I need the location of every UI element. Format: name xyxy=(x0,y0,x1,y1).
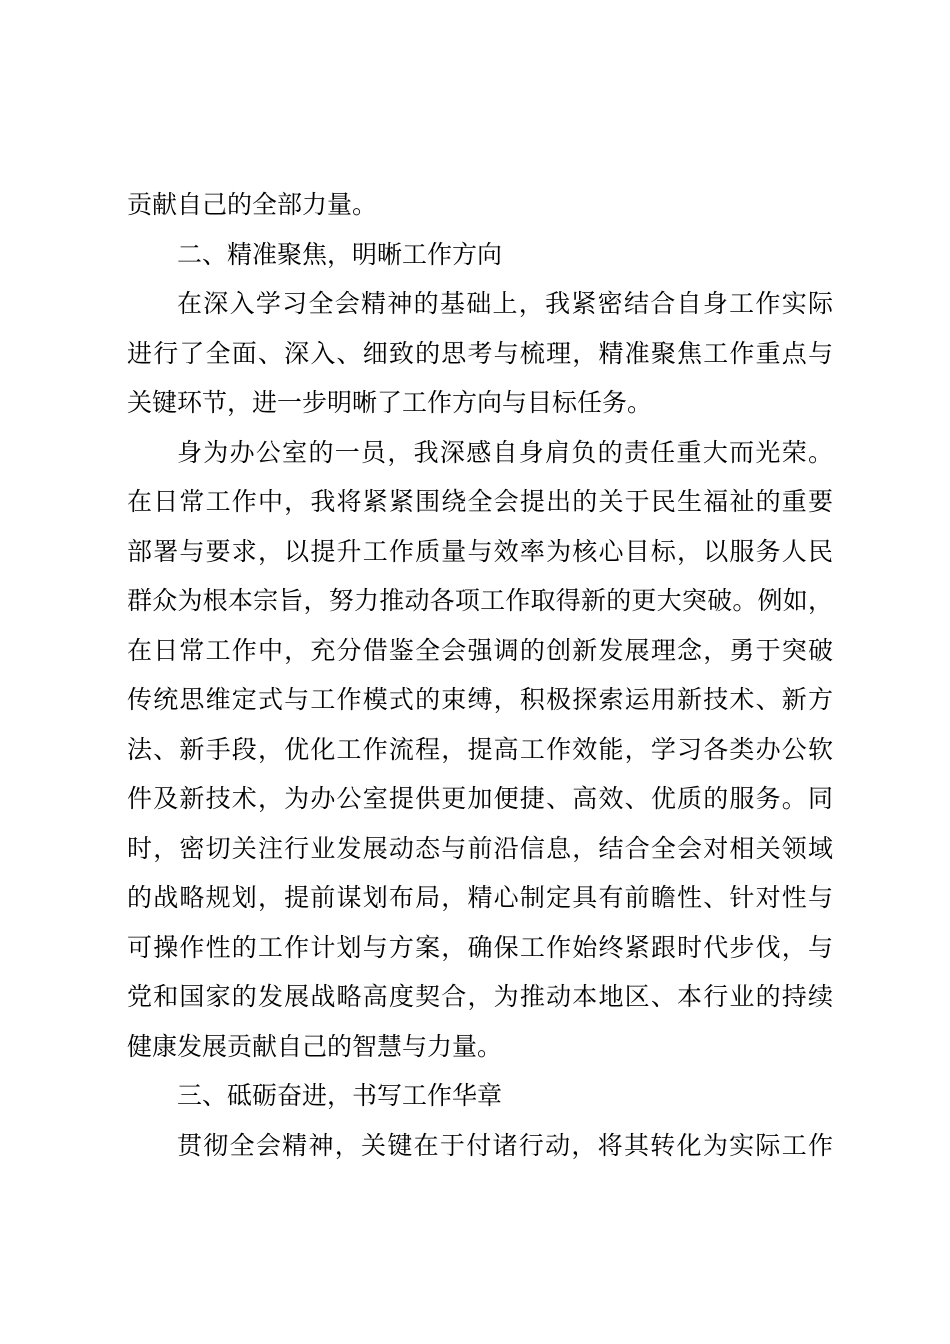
text-line: 群众为根本宗旨，努力推动各项工作取得新的更大突破。例如， xyxy=(127,586,833,615)
text-line: 贯彻全会精神，关键在于付诸行动，将其转化为实际工作 xyxy=(177,1130,833,1160)
section-heading: 二、精准聚焦，明晰工作方向 xyxy=(177,239,503,269)
text-line: 时，密切关注行业发展动态与前沿信息，结合全会对相关领域 xyxy=(127,833,833,863)
text-line: 党和国家的发展战略高度契合，为推动本地区、本行业的持续 xyxy=(127,982,833,1011)
text-line: 部署与要求，以提升工作质量与效率为核心目标，以服务人民 xyxy=(127,536,833,566)
text-line: 在深入学习全会精神的基础上，我紧密结合自身工作实际 xyxy=(177,289,833,318)
text-line: 进行了全面、深入、细致的思考与梳理，精准聚焦工作重点与 xyxy=(127,338,833,368)
text-line: 传统思维定式与工作模式的束缚，积极探索运用新技术、新方 xyxy=(127,685,833,714)
text-line: 身为办公室的一员，我深感自身肩负的责任重大而光荣。 xyxy=(177,437,833,467)
text-line: 贡献自己的全部力量。 xyxy=(127,190,378,219)
text-line: 健康发展贡献自己的智慧与力量。 xyxy=(127,1031,503,1061)
text-line: 可操作性的工作计划与方案，确保工作始终紧跟时代步伐，与 xyxy=(127,932,833,962)
text-line: 法、新手段，优化工作流程，提高工作效能，学习各类办公软 xyxy=(127,734,833,764)
text-line: 关键环节，进一步明晰了工作方向与目标任务。 xyxy=(127,388,653,417)
text-line: 的战略规划，提前谋划布局，精心制定具有前瞻性、针对性与 xyxy=(127,883,833,912)
text-line: 在日常工作中，充分借鉴全会强调的创新发展理念，勇于突破 xyxy=(127,635,833,665)
section-heading: 三、砥砺奋进，书写工作华章 xyxy=(177,1081,503,1110)
text-line: 件及新技术，为办公室提供更加便捷、高效、优质的服务。同 xyxy=(127,784,833,813)
text-line: 在日常工作中，我将紧紧围绕全会提出的关于民生福祉的重要 xyxy=(127,487,833,516)
document-body xyxy=(127,180,833,1170)
